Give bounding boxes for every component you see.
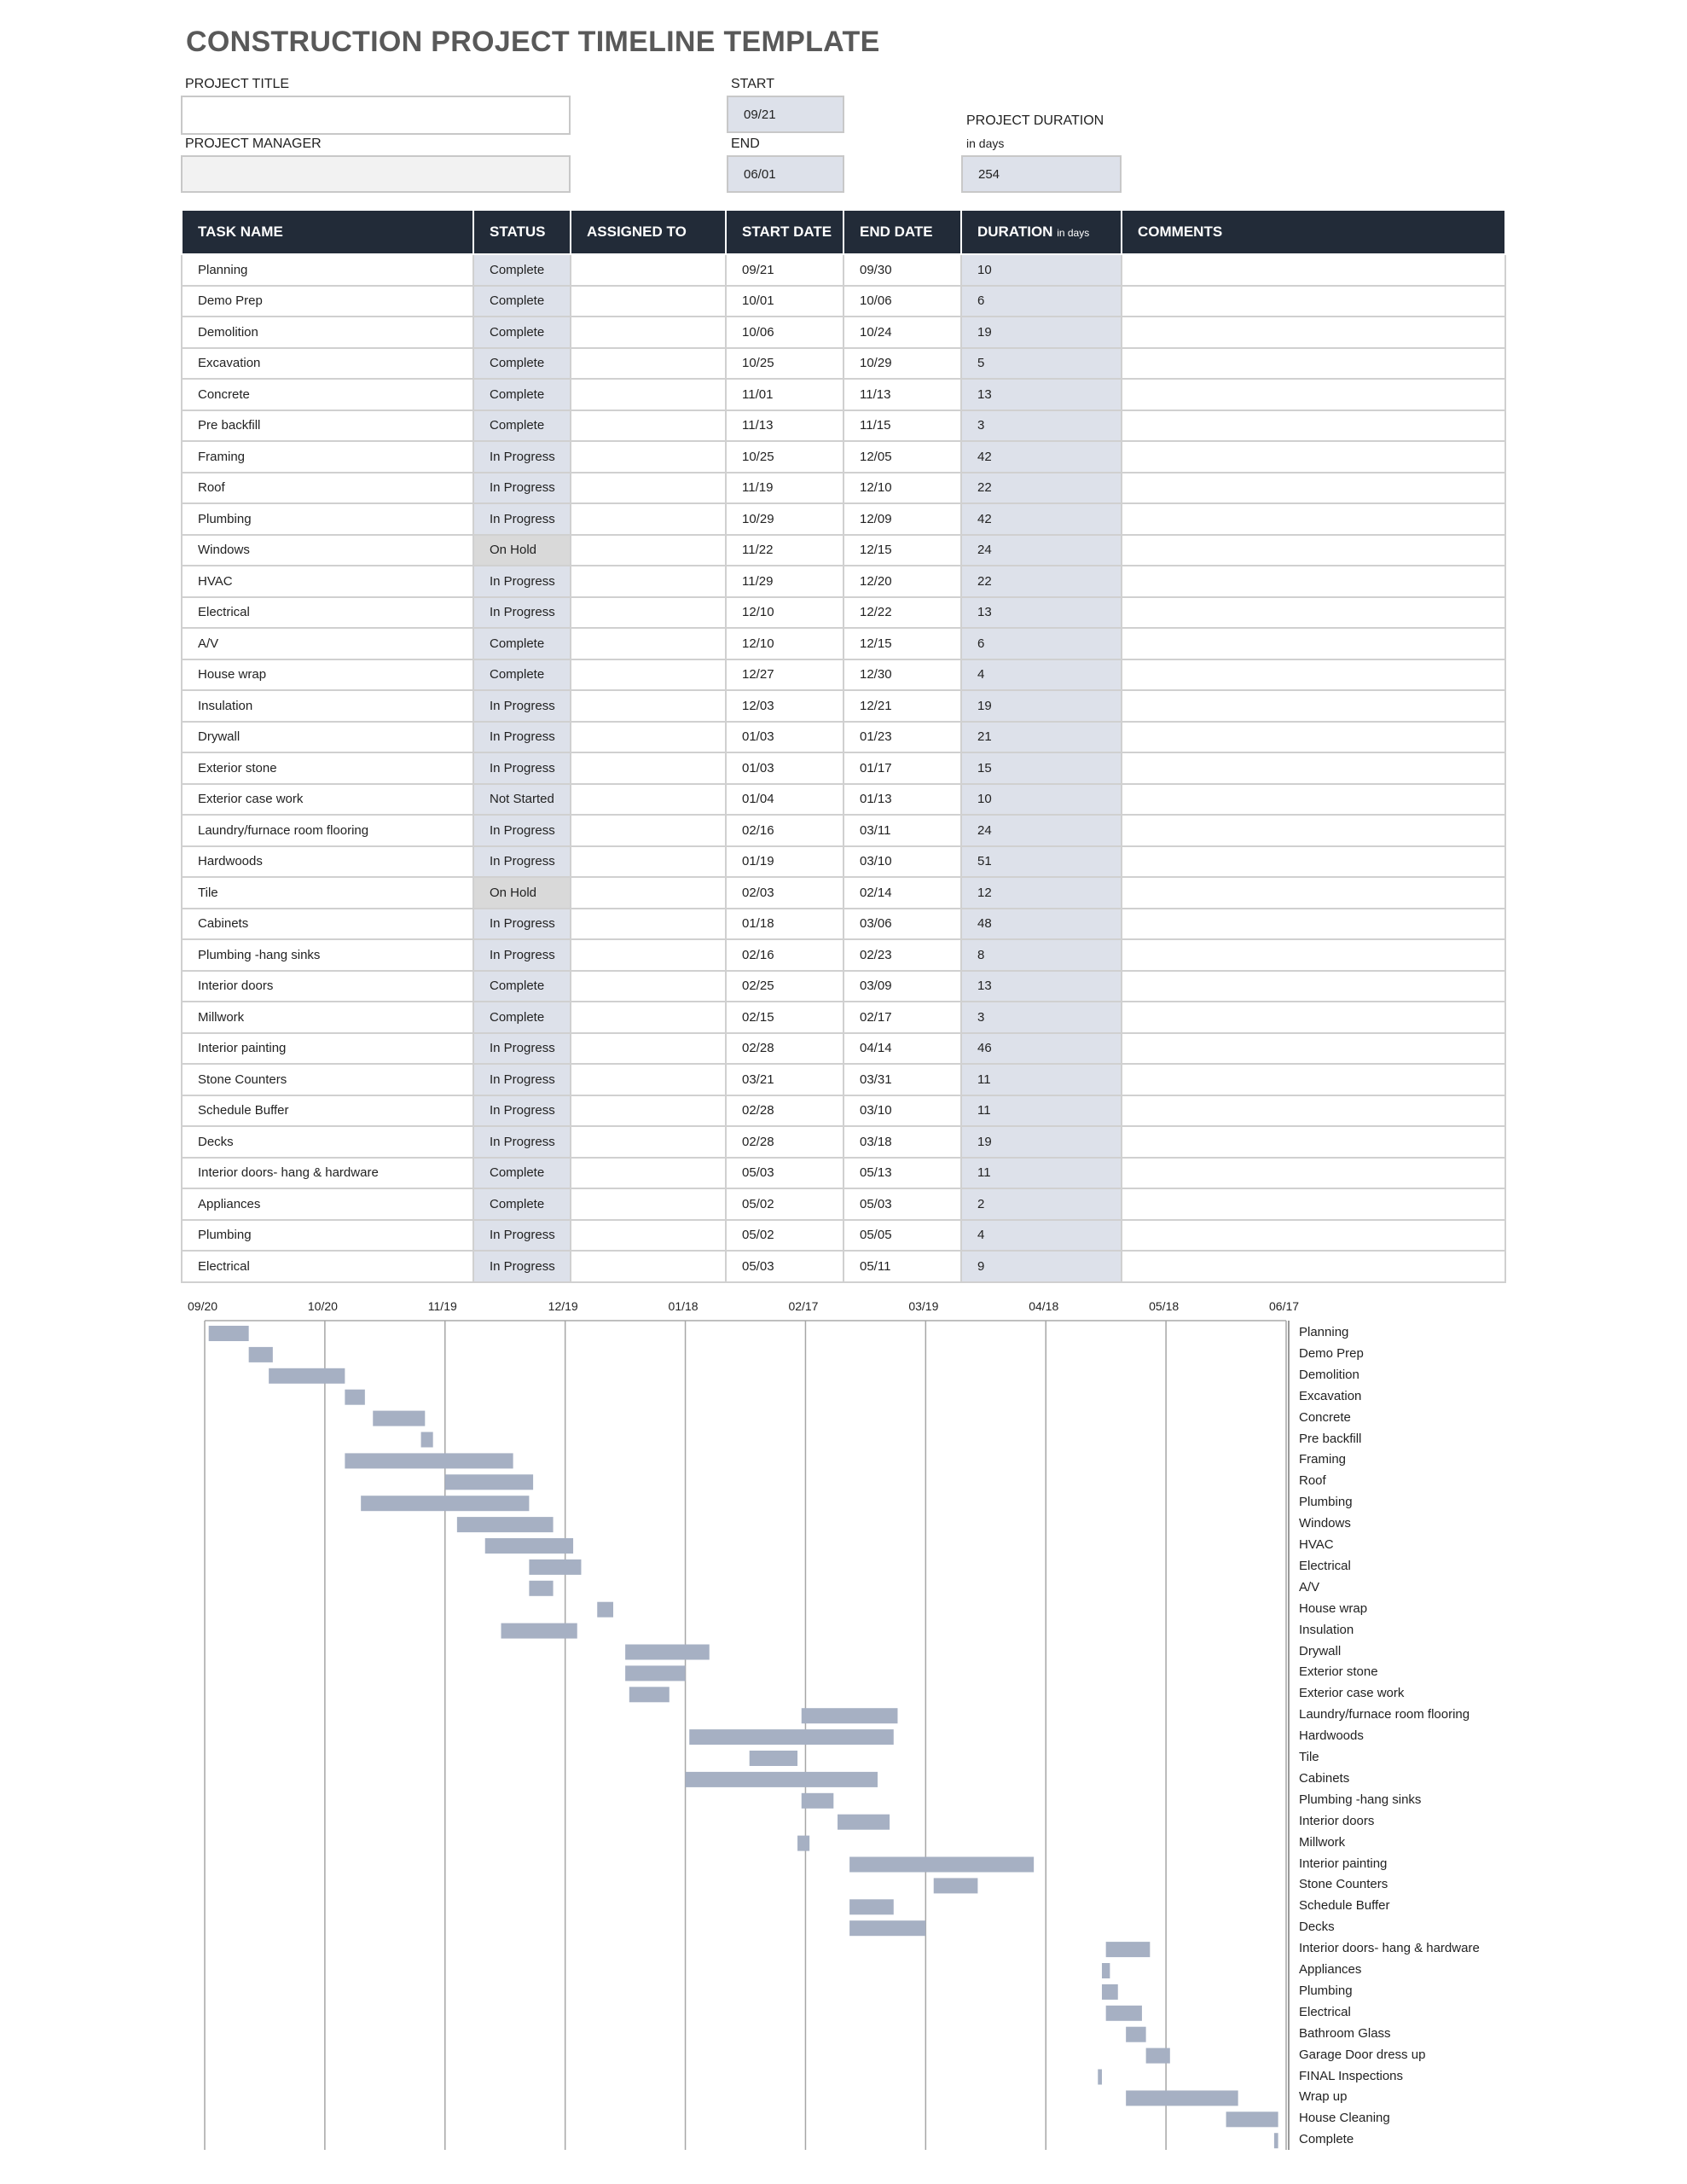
gantt-task-label: Garage Door dress up bbox=[1299, 2047, 1426, 2062]
cell-start[interactable]: 10/25 bbox=[726, 348, 844, 380]
cell-task[interactable]: Roof bbox=[182, 473, 473, 504]
cell-task[interactable]: Interior doors- hang & hardware bbox=[182, 1158, 473, 1189]
cell-end[interactable]: 02/17 bbox=[844, 1002, 961, 1033]
gantt-bar bbox=[838, 1815, 890, 1830]
cell-start[interactable]: 02/28 bbox=[726, 1033, 844, 1065]
cell-start[interactable]: 11/19 bbox=[726, 473, 844, 504]
cell-end[interactable]: 12/05 bbox=[844, 441, 961, 473]
gantt-bar bbox=[529, 1581, 553, 1596]
cell-end[interactable]: 01/17 bbox=[844, 752, 961, 784]
gantt-task-label: Interior doors bbox=[1299, 1813, 1375, 1828]
cell-task[interactable]: Exterior case work bbox=[182, 784, 473, 816]
cell-task[interactable]: Electrical bbox=[182, 597, 473, 629]
col-header-comments[interactable]: COMMENTS bbox=[1122, 210, 1505, 254]
cell-duration[interactable]: 19 bbox=[961, 317, 1122, 348]
cell-end[interactable]: 03/10 bbox=[844, 846, 961, 878]
gantt-bar bbox=[529, 1560, 581, 1575]
gantt-task-label: Plumbing bbox=[1299, 1495, 1353, 1510]
gantt-bar bbox=[625, 1665, 685, 1681]
cell-duration[interactable]: 19 bbox=[961, 1126, 1122, 1158]
gantt-bar bbox=[797, 1836, 809, 1851]
cell-status[interactable]: Complete bbox=[473, 971, 571, 1002]
gantt-bar bbox=[209, 1326, 249, 1341]
gantt-bar bbox=[849, 1920, 925, 1936]
project-manager-label: PROJECT MANAGER bbox=[185, 136, 322, 151]
cell-status[interactable]: Complete bbox=[473, 1188, 571, 1220]
cell-duration[interactable]: 13 bbox=[961, 597, 1122, 629]
cell-duration[interactable]: 42 bbox=[961, 503, 1122, 535]
cell-end[interactable]: 11/13 bbox=[844, 379, 961, 410]
project-duration-sublabel: in days bbox=[966, 136, 1005, 150]
cell-task[interactable]: Demolition bbox=[182, 317, 473, 348]
gantt-task-label: Exterior stone bbox=[1299, 1664, 1378, 1680]
gantt-task-label: Planning bbox=[1299, 1325, 1349, 1339]
cell-duration[interactable]: 13 bbox=[961, 971, 1122, 1002]
cell-start[interactable]: 10/01 bbox=[726, 286, 844, 317]
cell-end[interactable]: 03/11 bbox=[844, 815, 961, 846]
cell-duration[interactable]: 11 bbox=[961, 1095, 1122, 1127]
cell-end[interactable]: 02/23 bbox=[844, 939, 961, 971]
cell-status[interactable]: In Progress bbox=[473, 1064, 571, 1095]
start-field[interactable]: 09/21 bbox=[727, 96, 844, 133]
cell-duration[interactable]: 4 bbox=[961, 659, 1122, 691]
cell-start[interactable]: 01/18 bbox=[726, 909, 844, 940]
gantt-task-label: Stone Counters bbox=[1299, 1877, 1388, 1892]
cell-task[interactable]: Hardwoods bbox=[182, 846, 473, 878]
cell-status[interactable]: On Hold bbox=[473, 877, 571, 909]
cell-end[interactable]: 12/21 bbox=[844, 690, 961, 722]
gantt-bar bbox=[457, 1517, 554, 1532]
cell-status[interactable]: In Progress bbox=[473, 909, 571, 940]
gantt-task-label: Interior painting bbox=[1299, 1856, 1388, 1871]
cell-start[interactable]: 11/13 bbox=[726, 410, 844, 442]
gantt-tick-label: 06/17 bbox=[1269, 1299, 1300, 1313]
cell-status[interactable]: In Progress bbox=[473, 752, 571, 784]
cell-task[interactable]: Millwork bbox=[182, 1002, 473, 1033]
gantt-task-label: House wrap bbox=[1299, 1600, 1368, 1616]
cell-duration[interactable]: 10 bbox=[961, 784, 1122, 816]
cell-status[interactable]: On Hold bbox=[473, 535, 571, 566]
cell-start[interactable]: 10/06 bbox=[726, 317, 844, 348]
gantt-tick-label: 05/18 bbox=[1149, 1299, 1180, 1313]
cell-status[interactable]: In Progress bbox=[473, 1095, 571, 1127]
cell-task[interactable]: Pre backfill bbox=[182, 410, 473, 442]
cell-duration[interactable]: 9 bbox=[961, 1251, 1122, 1282]
gantt-task-label: FINAL Inspections bbox=[1299, 2068, 1403, 2083]
cell-start[interactable]: 12/03 bbox=[726, 690, 844, 722]
gantt-label-divider bbox=[1288, 1321, 1290, 2150]
cell-task[interactable]: Windows bbox=[182, 535, 473, 566]
gantt-bar bbox=[269, 1368, 345, 1384]
cell-status[interactable]: Complete bbox=[473, 348, 571, 380]
cell-start[interactable]: 02/28 bbox=[726, 1126, 844, 1158]
cell-end[interactable]: 12/30 bbox=[844, 659, 961, 691]
cell-duration[interactable]: 3 bbox=[961, 410, 1122, 442]
gantt-task-label: Demo Prep bbox=[1299, 1345, 1364, 1361]
cell-start[interactable]: 02/16 bbox=[726, 815, 844, 846]
gantt-bar bbox=[373, 1411, 425, 1426]
gantt-bar bbox=[1098, 2070, 1102, 2085]
cell-status[interactable]: In Progress bbox=[473, 1251, 571, 1282]
duration-header-text: DURATION bbox=[977, 223, 1053, 240]
gantt-task-label: HVAC bbox=[1299, 1537, 1334, 1552]
cell-duration[interactable]: 8 bbox=[961, 939, 1122, 971]
cell-start[interactable]: 01/19 bbox=[726, 846, 844, 878]
cell-end[interactable]: 04/14 bbox=[844, 1033, 961, 1065]
col-header-assigned[interactable]: ASSIGNED TO bbox=[571, 210, 726, 254]
cell-status[interactable]: In Progress bbox=[473, 846, 571, 878]
gantt-bar bbox=[1106, 2006, 1142, 2021]
cell-duration[interactable]: 13 bbox=[961, 379, 1122, 410]
cell-duration[interactable]: 12 bbox=[961, 877, 1122, 909]
gantt-task-label: Bathroom Glass bbox=[1299, 2025, 1391, 2041]
cell-status[interactable]: In Progress bbox=[473, 597, 571, 629]
cell-status[interactable]: In Progress bbox=[473, 815, 571, 846]
gantt-bar bbox=[345, 1453, 513, 1468]
page-title: CONSTRUCTION PROJECT TIMELINE TEMPLATE bbox=[186, 26, 880, 58]
cell-task[interactable]: Excavation bbox=[182, 348, 473, 380]
cell-start[interactable]: 12/10 bbox=[726, 628, 844, 659]
gantt-tick-label: 12/19 bbox=[548, 1299, 578, 1313]
cell-task[interactable]: Decks bbox=[182, 1126, 473, 1158]
gantt-tick-label: 11/19 bbox=[427, 1299, 457, 1313]
cell-task[interactable]: Cabinets bbox=[182, 909, 473, 940]
gantt-bar bbox=[249, 1347, 273, 1362]
cell-status[interactable]: Complete bbox=[473, 659, 571, 691]
cell-duration[interactable]: 6 bbox=[961, 286, 1122, 317]
cell-duration[interactable]: 21 bbox=[961, 722, 1122, 753]
cell-end[interactable]: 12/09 bbox=[844, 503, 961, 535]
cell-task[interactable]: Insulation bbox=[182, 690, 473, 722]
cell-status[interactable]: In Progress bbox=[473, 441, 571, 473]
cell-task[interactable]: House wrap bbox=[182, 659, 473, 691]
gantt-bar bbox=[445, 1474, 533, 1490]
cell-task[interactable]: Electrical bbox=[182, 1251, 473, 1282]
gantt-task-label: Schedule Buffer bbox=[1299, 1898, 1390, 1914]
cell-end[interactable]: 09/30 bbox=[844, 254, 961, 286]
cell-duration[interactable]: 2 bbox=[961, 1188, 1122, 1220]
cell-task[interactable]: Laundry/furnace room flooring bbox=[182, 815, 473, 846]
cell-end[interactable]: 05/05 bbox=[844, 1220, 961, 1252]
cell-task[interactable]: Tile bbox=[182, 877, 473, 909]
cell-end[interactable]: 10/24 bbox=[844, 317, 961, 348]
cell-duration[interactable]: 10 bbox=[961, 254, 1122, 286]
gantt-task-label: Pre backfill bbox=[1299, 1431, 1362, 1446]
col-header-start[interactable]: START DATE bbox=[726, 210, 844, 254]
gantt-bar bbox=[421, 1432, 433, 1448]
cell-end[interactable]: 03/10 bbox=[844, 1095, 961, 1127]
cell-task[interactable]: Drywall bbox=[182, 722, 473, 753]
cell-start[interactable]: 01/03 bbox=[726, 722, 844, 753]
cell-task[interactable]: Stone Counters bbox=[182, 1064, 473, 1095]
cell-status[interactable]: Complete bbox=[473, 286, 571, 317]
cell-status[interactable]: In Progress bbox=[473, 473, 571, 504]
cell-status[interactable]: In Progress bbox=[473, 1220, 571, 1252]
cell-task[interactable]: Interior doors bbox=[182, 971, 473, 1002]
cell-task[interactable]: Schedule Buffer bbox=[182, 1095, 473, 1127]
cell-end[interactable]: 01/23 bbox=[844, 722, 961, 753]
end-label: END bbox=[731, 136, 760, 151]
gantt-bar bbox=[1226, 2111, 1278, 2127]
cell-status[interactable]: In Progress bbox=[473, 566, 571, 597]
cell-status[interactable]: In Progress bbox=[473, 722, 571, 753]
cell-start[interactable]: 01/03 bbox=[726, 752, 844, 784]
cell-status[interactable]: In Progress bbox=[473, 690, 571, 722]
cell-status[interactable]: Complete bbox=[473, 254, 571, 286]
cell-duration[interactable]: 5 bbox=[961, 348, 1122, 380]
gantt-task-label: Plumbing -hang sinks bbox=[1299, 1792, 1422, 1807]
gantt-bar bbox=[849, 1857, 1034, 1873]
cell-task[interactable]: Concrete bbox=[182, 379, 473, 410]
gantt-bar bbox=[1102, 1963, 1110, 1978]
gantt-bar bbox=[1102, 1984, 1118, 2000]
cell-status[interactable]: Complete bbox=[473, 379, 571, 410]
cell-end[interactable]: 12/15 bbox=[844, 628, 961, 659]
cell-status[interactable]: In Progress bbox=[473, 1126, 571, 1158]
cell-duration[interactable]: 51 bbox=[961, 846, 1122, 878]
cell-status[interactable]: Complete bbox=[473, 628, 571, 659]
cell-end[interactable]: 12/15 bbox=[844, 535, 961, 566]
cell-start[interactable]: 02/25 bbox=[726, 971, 844, 1002]
cell-end[interactable]: 01/13 bbox=[844, 784, 961, 816]
cell-duration[interactable]: 46 bbox=[961, 1033, 1122, 1065]
cell-end[interactable]: 03/18 bbox=[844, 1126, 961, 1158]
gantt-tick-label: 04/18 bbox=[1029, 1299, 1059, 1313]
cell-task[interactable]: Framing bbox=[182, 441, 473, 473]
gantt-bar bbox=[934, 1878, 978, 1893]
cell-task[interactable]: Appliances bbox=[182, 1188, 473, 1220]
cell-end[interactable]: 03/09 bbox=[844, 971, 961, 1002]
gantt-task-label: Tile bbox=[1299, 1750, 1319, 1764]
gantt-bar bbox=[501, 1623, 577, 1639]
gantt-task-label: Excavation bbox=[1299, 1388, 1362, 1403]
cell-start[interactable]: 11/22 bbox=[726, 535, 844, 566]
gantt-task-label: Laundry/furnace room flooring bbox=[1299, 1707, 1470, 1722]
cell-start[interactable]: 10/25 bbox=[726, 441, 844, 473]
cell-end[interactable]: 05/11 bbox=[844, 1251, 961, 1282]
cell-duration[interactable]: 4 bbox=[961, 1220, 1122, 1252]
cell-status[interactable]: Not Started bbox=[473, 784, 571, 816]
cell-status[interactable]: Complete bbox=[473, 1158, 571, 1189]
cell-task[interactable]: Planning bbox=[182, 254, 473, 286]
cell-start[interactable]: 05/03 bbox=[726, 1158, 844, 1189]
cell-task[interactable]: Interior painting bbox=[182, 1033, 473, 1065]
end-field[interactable]: 06/01 bbox=[727, 155, 844, 193]
gantt-task-label: Roof bbox=[1299, 1473, 1326, 1489]
cell-task[interactable]: HVAC bbox=[182, 566, 473, 597]
cell-task[interactable]: Plumbing bbox=[182, 503, 473, 535]
gantt-task-label: Insulation bbox=[1299, 1622, 1354, 1637]
gantt-bar bbox=[849, 1899, 894, 1914]
cell-duration[interactable]: 11 bbox=[961, 1064, 1122, 1095]
cell-start[interactable]: 02/16 bbox=[726, 939, 844, 971]
cell-task[interactable]: Exterior stone bbox=[182, 752, 473, 784]
cell-start[interactable]: 11/01 bbox=[726, 379, 844, 410]
cell-start[interactable]: 12/27 bbox=[726, 659, 844, 691]
duration-unit: in days bbox=[1057, 226, 1090, 239]
cell-duration[interactable]: 42 bbox=[961, 441, 1122, 473]
cell-task[interactable]: Demo Prep bbox=[182, 286, 473, 317]
gantt-tick-label: 02/17 bbox=[788, 1299, 819, 1313]
cell-start[interactable]: 10/29 bbox=[726, 503, 844, 535]
gantt-tick-label: 03/19 bbox=[908, 1299, 939, 1313]
gantt-bar bbox=[1146, 2048, 1170, 2064]
project-title-label: PROJECT TITLE bbox=[185, 77, 290, 91]
cell-end[interactable]: 10/06 bbox=[844, 286, 961, 317]
cell-start[interactable]: 05/02 bbox=[726, 1220, 844, 1252]
cell-duration[interactable]: 48 bbox=[961, 909, 1122, 940]
cell-start[interactable]: 02/03 bbox=[726, 877, 844, 909]
gantt-task-label: Demolition bbox=[1299, 1367, 1359, 1382]
gantt-bar bbox=[689, 1729, 894, 1745]
cell-status[interactable]: In Progress bbox=[473, 1033, 571, 1065]
gantt-task-label: Windows bbox=[1299, 1516, 1351, 1531]
cell-task[interactable]: A/V bbox=[182, 628, 473, 659]
gantt-task-label: Cabinets bbox=[1299, 1770, 1350, 1786]
gantt-task-label: Exterior case work bbox=[1299, 1686, 1405, 1701]
cell-end[interactable]: 05/03 bbox=[844, 1188, 961, 1220]
gantt-bar bbox=[485, 1538, 573, 1554]
gantt-task-label: Framing bbox=[1299, 1452, 1347, 1467]
gantt-task-label: Appliances bbox=[1299, 1962, 1362, 1977]
gantt-task-label: Wrap up bbox=[1299, 2089, 1348, 2105]
col-header-status[interactable]: STATUS bbox=[473, 210, 571, 254]
gantt-task-label: A/V bbox=[1299, 1579, 1320, 1594]
gantt-tick-label: 10/20 bbox=[307, 1299, 338, 1313]
cell-end[interactable]: 05/13 bbox=[844, 1158, 961, 1189]
cell-end[interactable]: 12/22 bbox=[844, 597, 961, 629]
gantt-task-label: Interior doors- hang & hardware bbox=[1299, 1941, 1480, 1956]
start-label: START bbox=[731, 77, 774, 91]
gantt-bar bbox=[686, 1772, 878, 1787]
project-duration-field[interactable]: 254 bbox=[961, 155, 1122, 193]
cell-end[interactable]: 11/15 bbox=[844, 410, 961, 442]
cell-start[interactable]: 11/29 bbox=[726, 566, 844, 597]
cell-status[interactable]: In Progress bbox=[473, 939, 571, 971]
gantt-bar bbox=[802, 1793, 834, 1809]
cell-end[interactable]: 03/31 bbox=[844, 1064, 961, 1095]
cell-end[interactable]: 02/14 bbox=[844, 877, 961, 909]
cell-start[interactable]: 05/02 bbox=[726, 1188, 844, 1220]
cell-end[interactable]: 10/29 bbox=[844, 348, 961, 380]
cell-end[interactable]: 03/06 bbox=[844, 909, 961, 940]
cell-start[interactable]: 01/04 bbox=[726, 784, 844, 816]
gantt-bar bbox=[1126, 2027, 1145, 2042]
gantt-bar bbox=[597, 1602, 613, 1618]
gantt-task-label: Concrete bbox=[1299, 1409, 1351, 1425]
cell-duration[interactable]: 6 bbox=[961, 628, 1122, 659]
gantt-bar bbox=[625, 1645, 710, 1660]
cell-duration[interactable]: 24 bbox=[961, 815, 1122, 846]
cell-status[interactable]: Complete bbox=[473, 317, 571, 348]
col-header-end[interactable]: END DATE bbox=[844, 210, 961, 254]
gantt-bar bbox=[629, 1687, 670, 1702]
cell-start[interactable]: 09/21 bbox=[726, 254, 844, 286]
gantt-bar bbox=[345, 1390, 364, 1405]
cell-task[interactable]: Plumbing bbox=[182, 1220, 473, 1252]
cell-duration[interactable]: 3 bbox=[961, 1002, 1122, 1033]
cell-duration[interactable]: 19 bbox=[961, 690, 1122, 722]
gantt-task-label: Plumbing bbox=[1299, 1983, 1353, 1998]
gantt-task-label: Decks bbox=[1299, 1920, 1335, 1935]
gantt-task-label: Millwork bbox=[1299, 1834, 1346, 1850]
cell-duration[interactable]: 22 bbox=[961, 473, 1122, 504]
gantt-bar bbox=[750, 1751, 797, 1766]
cell-duration[interactable]: 24 bbox=[961, 535, 1122, 566]
gantt-task-label: Electrical bbox=[1299, 1558, 1351, 1573]
cell-task[interactable]: Plumbing -hang sinks bbox=[182, 939, 473, 971]
gantt-tick-label: 01/18 bbox=[668, 1299, 699, 1313]
cell-start[interactable]: 02/15 bbox=[726, 1002, 844, 1033]
gantt-task-label: House Cleaning bbox=[1299, 2111, 1390, 2126]
cell-duration[interactable]: 11 bbox=[961, 1158, 1122, 1189]
gantt-task-label: Complete bbox=[1299, 2132, 1354, 2147]
gantt-bar bbox=[1106, 1942, 1151, 1957]
project-duration-label: PROJECT DURATION bbox=[966, 113, 1104, 128]
cell-start[interactable]: 03/21 bbox=[726, 1064, 844, 1095]
gantt-bar bbox=[1274, 2133, 1278, 2148]
col-header-task[interactable]: TASK NAME bbox=[182, 210, 473, 254]
cell-status[interactable]: In Progress bbox=[473, 503, 571, 535]
gantt-tick-label: 09/20 bbox=[188, 1299, 218, 1313]
cell-start[interactable]: 12/10 bbox=[726, 597, 844, 629]
gantt-task-label: Drywall bbox=[1299, 1643, 1342, 1658]
cell-end[interactable]: 12/10 bbox=[844, 473, 961, 504]
cell-status[interactable]: Complete bbox=[473, 410, 571, 442]
cell-status[interactable]: Complete bbox=[473, 1002, 571, 1033]
gantt-task-label: Electrical bbox=[1299, 2004, 1351, 2019]
cell-start[interactable]: 05/03 bbox=[726, 1251, 844, 1282]
cell-duration[interactable]: 15 bbox=[961, 752, 1122, 784]
cell-start[interactable]: 02/28 bbox=[726, 1095, 844, 1127]
gantt-bar bbox=[361, 1496, 529, 1511]
cell-end[interactable]: 12/20 bbox=[844, 566, 961, 597]
gantt-bar bbox=[1126, 2090, 1238, 2106]
gantt-task-label: Hardwoods bbox=[1299, 1728, 1364, 1744]
cell-duration[interactable]: 22 bbox=[961, 566, 1122, 597]
gantt-bar bbox=[802, 1708, 898, 1723]
